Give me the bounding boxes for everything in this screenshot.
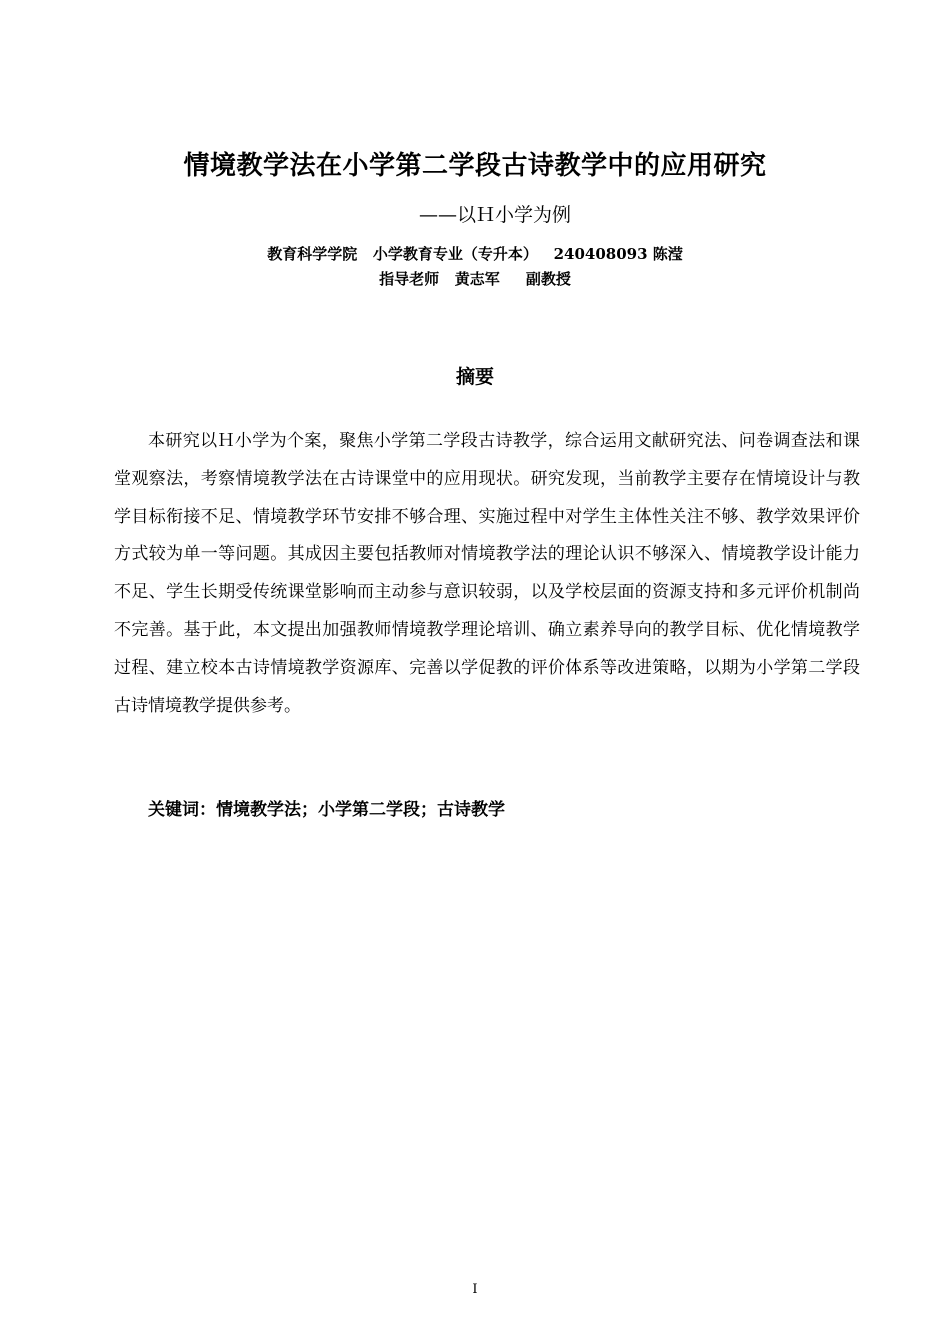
advisor-info: 指导老师 黄志军 副教授 [379,270,571,288]
abstract-heading: 摘要 [455,366,494,388]
paper-subtitle: ——以Ｈ小学为例 [418,204,571,226]
author-info: 教育科学学院 小学教育专业（专升本） 240408093 陈滢 [267,245,683,263]
paper-title: 情境教学法在小学第二学段古诗教学中的应用研究 [183,151,767,181]
abstract-body: 本研究以Ｈ小学为个案，聚焦小学第二学段古诗教学，综合运用文献研究法、问卷调查法和课堂观察法，考察情境教学法在古诗课堂中的应用现状。研究发现，当前教学主要存在情境设计与教学目标衔接不足、情境教学环节安排不够合理、实施过程中对学生主体性关注不够、教学效果评价方式较为单一等问题。其成因主要包括教师对情境教学法的理论认识不够深入、情境教学设计能力不足、学生长期受传统课堂影响而主动参与意识较弱，以及学校层面的资源支持和多元评价机制尚不完善。基于此，本文提出加强教师情境教学理论培训、确立素养导向的教学目标、优化情境教学过程、建立校本古诗情境教学资源库、完善以学促教的评价体系等改进策略，以期为小学第二学段古诗情境教学提供参考。 [114,431,860,716]
keywords: 关键词：情境教学法；小学第二学段；古诗教学 [148,800,505,820]
page-number: I [472,1282,478,1297]
